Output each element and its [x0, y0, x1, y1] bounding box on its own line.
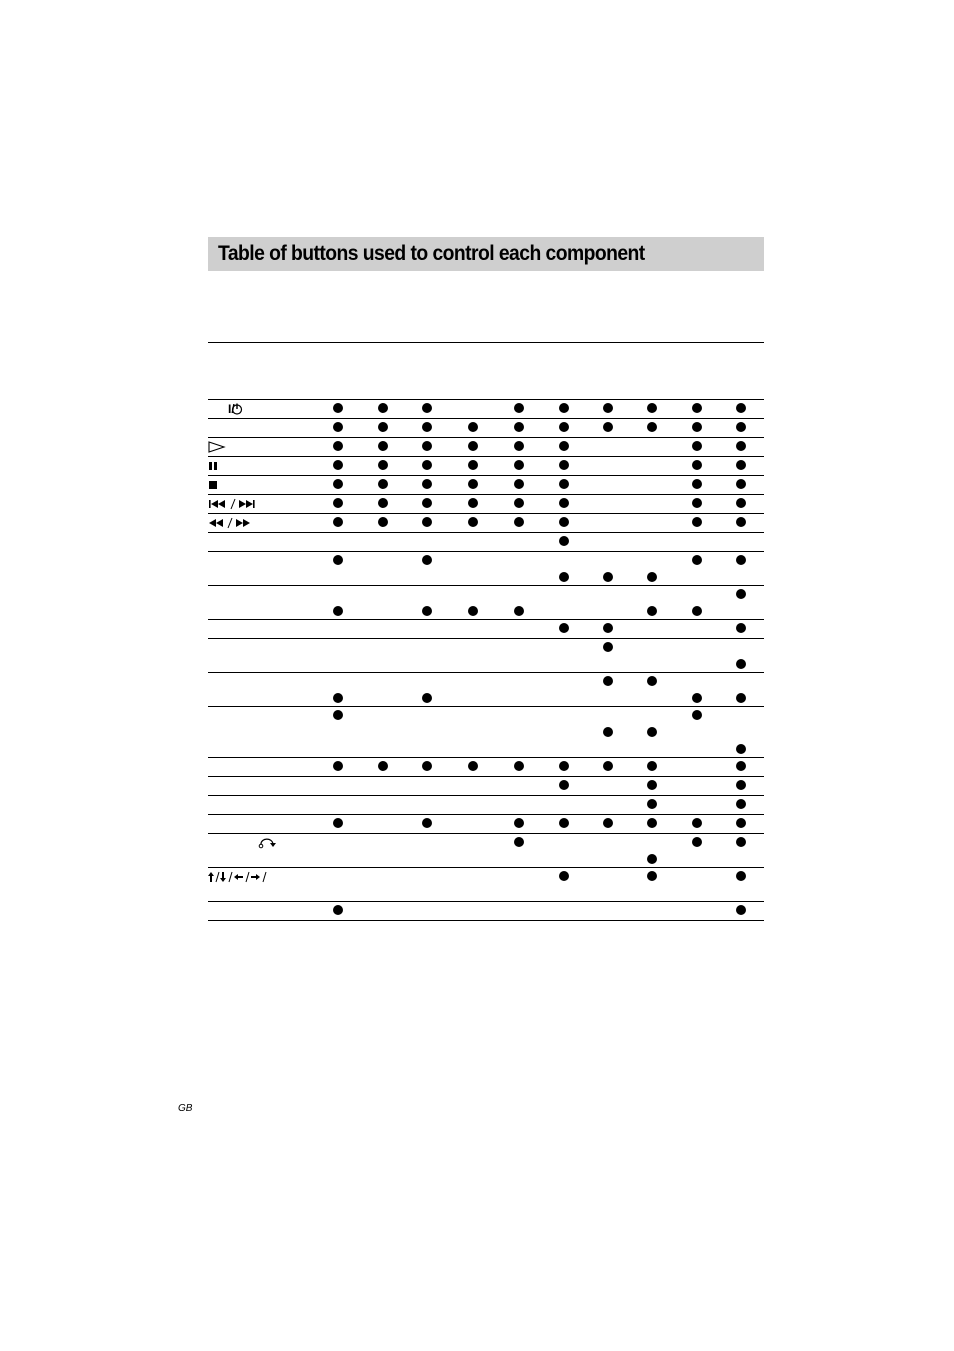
availability-dot — [422, 403, 432, 413]
power-icon — [222, 402, 250, 416]
availability-dot — [333, 517, 343, 527]
availability-dot — [692, 710, 702, 720]
availability-dot — [736, 905, 746, 915]
availability-dot — [736, 818, 746, 828]
availability-dot — [736, 837, 746, 847]
availability-dot — [468, 479, 478, 489]
availability-dot — [422, 818, 432, 828]
availability-dot — [378, 498, 388, 508]
availability-dot — [647, 780, 657, 790]
availability-dot — [559, 460, 569, 470]
availability-dot — [736, 623, 746, 633]
table-row-divider — [208, 619, 764, 620]
availability-dot — [603, 818, 613, 828]
availability-dot — [422, 422, 432, 432]
availability-dot — [647, 799, 657, 809]
availability-dot — [422, 693, 432, 703]
button-label — [208, 439, 226, 455]
availability-dot — [603, 422, 613, 432]
button-label — [208, 869, 270, 885]
availability-dot — [559, 479, 569, 489]
availability-dot — [468, 517, 478, 527]
availability-dot — [736, 441, 746, 451]
availability-dot — [559, 761, 569, 771]
table-row-divider — [208, 494, 764, 495]
return-icon — [208, 836, 278, 850]
availability-dot — [559, 623, 569, 633]
availability-dot — [514, 441, 524, 451]
availability-dot — [468, 761, 478, 771]
availability-dot — [333, 710, 343, 720]
availability-dot — [692, 441, 702, 451]
availability-dot — [692, 460, 702, 470]
availability-dot — [514, 818, 524, 828]
availability-dot — [378, 761, 388, 771]
availability-dot — [736, 659, 746, 669]
availability-dot — [736, 744, 746, 754]
availability-dot — [603, 623, 613, 633]
table-row-divider — [208, 814, 764, 815]
pause-icon — [208, 460, 220, 472]
availability-dot — [333, 498, 343, 508]
availability-dot — [559, 422, 569, 432]
availability-dot — [333, 479, 343, 489]
availability-dot — [736, 589, 746, 599]
availability-dot — [378, 479, 388, 489]
availability-dot — [422, 441, 432, 451]
table-row-divider — [208, 867, 764, 868]
availability-dot — [333, 761, 343, 771]
availability-dot — [692, 837, 702, 847]
availability-dot — [422, 555, 432, 565]
table-row-divider — [208, 585, 764, 586]
availability-dot — [559, 441, 569, 451]
availability-dot — [514, 479, 524, 489]
availability-dot — [692, 498, 702, 508]
availability-dot — [736, 761, 746, 771]
availability-dot — [468, 460, 478, 470]
availability-dot — [736, 799, 746, 809]
button-label — [208, 458, 220, 474]
availability-dot — [559, 403, 569, 413]
availability-dot — [378, 460, 388, 470]
availability-dot — [514, 422, 524, 432]
availability-dot — [736, 479, 746, 489]
play-icon — [208, 441, 226, 453]
section-title: Table of buttons used to control each component — [218, 242, 645, 265]
availability-dot — [333, 693, 343, 703]
availability-dot — [647, 572, 657, 582]
availability-dot — [692, 555, 702, 565]
availability-dot — [603, 676, 613, 686]
availability-dot — [647, 422, 657, 432]
availability-dot — [514, 761, 524, 771]
availability-dot — [333, 818, 343, 828]
availability-dot — [647, 727, 657, 737]
table-row-divider — [208, 513, 764, 514]
availability-dot — [692, 517, 702, 527]
availability-dot — [736, 871, 746, 881]
availability-dot — [692, 422, 702, 432]
availability-dot — [647, 818, 657, 828]
availability-dot — [692, 693, 702, 703]
page-footer-region: GB — [178, 1103, 193, 1114]
availability-dot — [692, 818, 702, 828]
skip-prev-next-icon — [208, 498, 264, 510]
availability-dot — [647, 676, 657, 686]
table-row-divider — [208, 706, 764, 707]
table-row-divider — [208, 532, 764, 533]
availability-dot — [603, 761, 613, 771]
table-row-divider — [208, 551, 764, 552]
table-row-divider — [208, 901, 764, 902]
availability-dot — [736, 780, 746, 790]
button-label — [208, 496, 264, 512]
table-row-divider — [208, 795, 764, 796]
availability-dot — [378, 441, 388, 451]
table-row-divider — [208, 456, 764, 457]
availability-dot — [603, 572, 613, 582]
availability-dot — [514, 498, 524, 508]
availability-dot — [514, 517, 524, 527]
availability-dot — [378, 422, 388, 432]
button-label — [208, 515, 258, 531]
table-row-divider — [208, 920, 764, 921]
table-row-divider — [208, 776, 764, 777]
availability-dot — [559, 871, 569, 881]
availability-dot — [736, 555, 746, 565]
availability-dot — [514, 837, 524, 847]
availability-dot — [736, 517, 746, 527]
availability-dot — [422, 498, 432, 508]
availability-dot — [603, 403, 613, 413]
table-row-divider — [208, 833, 764, 834]
availability-dot — [333, 441, 343, 451]
availability-dot — [378, 403, 388, 413]
availability-dot — [468, 606, 478, 616]
availability-dot — [422, 460, 432, 470]
button-label — [208, 477, 220, 493]
table-row-divider — [208, 399, 764, 400]
availability-dot — [422, 761, 432, 771]
availability-dot — [692, 479, 702, 489]
availability-dot — [559, 818, 569, 828]
availability-dot — [333, 905, 343, 915]
availability-dot — [559, 517, 569, 527]
button-label — [208, 835, 278, 851]
availability-dot — [422, 479, 432, 489]
availability-dot — [647, 403, 657, 413]
availability-dot — [647, 871, 657, 881]
availability-dot — [647, 606, 657, 616]
rewind-forward-icon — [208, 517, 258, 529]
availability-dot — [603, 642, 613, 652]
availability-dot — [692, 606, 702, 616]
availability-dot — [559, 780, 569, 790]
table-row-divider — [208, 672, 764, 673]
availability-dot — [514, 606, 524, 616]
availability-dot — [333, 555, 343, 565]
availability-dot — [647, 854, 657, 864]
availability-dot — [603, 727, 613, 737]
availability-dot — [468, 422, 478, 432]
table-row-divider — [208, 437, 764, 438]
availability-dot — [422, 517, 432, 527]
availability-dot — [736, 403, 746, 413]
availability-dot — [333, 460, 343, 470]
availability-dot — [422, 606, 432, 616]
availability-dot — [559, 536, 569, 546]
availability-dot — [559, 572, 569, 582]
availability-dot — [692, 403, 702, 413]
availability-dot — [647, 761, 657, 771]
table-row-divider — [208, 638, 764, 639]
availability-dot — [333, 403, 343, 413]
table-row-divider — [208, 757, 764, 758]
availability-dot — [333, 606, 343, 616]
button-label-text: I/ — [228, 402, 235, 416]
availability-dot — [559, 498, 569, 508]
section-title-bar — [208, 237, 764, 271]
availability-dot — [736, 460, 746, 470]
table-row-divider — [208, 418, 764, 419]
availability-dot — [736, 422, 746, 432]
availability-dot — [514, 403, 524, 413]
availability-dot — [333, 422, 343, 432]
arrows-icon — [208, 871, 270, 883]
button-label — [208, 401, 250, 417]
table-row-divider — [208, 475, 764, 476]
availability-dot — [736, 693, 746, 703]
availability-dot — [378, 517, 388, 527]
table-header-rule — [208, 342, 764, 343]
availability-dot — [736, 498, 746, 508]
stop-icon — [208, 479, 220, 491]
availability-dot — [468, 498, 478, 508]
availability-dot — [514, 460, 524, 470]
availability-dot — [468, 441, 478, 451]
